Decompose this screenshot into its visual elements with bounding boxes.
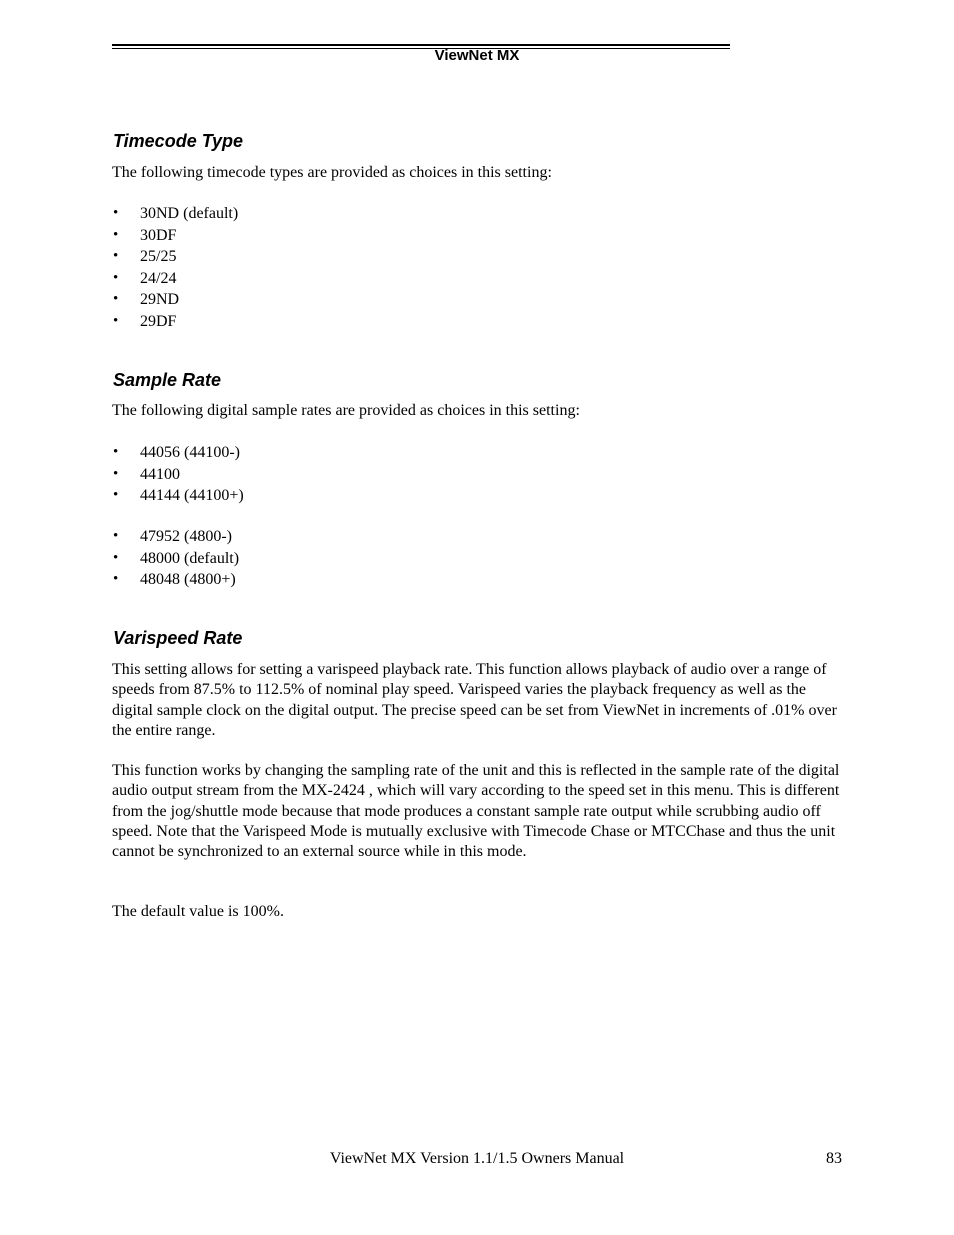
list-item: • 48048 (4800+) — [112, 569, 239, 591]
heading-sample-rate: Sample Rate — [113, 370, 222, 390]
list-item: • 44056 (44100-) — [112, 442, 244, 464]
sample-rate-intro: The following digital sample rates are provided as choices in this setting: — [112, 402, 580, 419]
list-item: • 44144 (44100+) — [112, 485, 244, 507]
list-item: • 48000 (default) — [112, 548, 239, 570]
timecode-type-list — [112, 203, 238, 332]
header-rule — [112, 44, 730, 46]
sample-rate-list-48k — [112, 526, 239, 591]
list-item: • 29ND — [112, 289, 238, 311]
sample-rate-list-44k — [112, 442, 244, 507]
list-item: • 25/25 — [112, 246, 238, 268]
list-item: • 29DF — [112, 311, 238, 333]
varispeed-default-note: The default value is 100%. — [112, 903, 284, 920]
page-number: 83 — [826, 1150, 842, 1167]
list-item: • 30DF — [112, 225, 238, 247]
heading-timecode-type: Timecode Type — [113, 131, 244, 151]
list-item: • 30ND (default) — [112, 203, 238, 225]
list-item: • 47952 (4800-) — [112, 526, 239, 548]
list-item: • 44100 — [112, 464, 244, 486]
timecode-intro: The following timecode types are provided as choices in this setting: — [112, 164, 552, 181]
footer-manual-title: ViewNet MX Version 1.1/1.5 Owners Manual — [329, 1150, 625, 1167]
heading-varispeed-rate: Varispeed Rate — [113, 628, 243, 648]
varispeed-paragraph-2: This function works by changing the sampling rate of the unit and this is reflected in the sample rate of the digital audio output stream from the MX-2424 , which will vary according to the speed set in this menu. This is different from the jog/shuttle mode because that mode produces a constant sample rate output while scrubbing audio off speed. Note that the Varispeed Mode is mutually exclusive with Timecode Chase or MTCChase and thus the unit cannot be synchronized to an external source while in this mode. — [112, 762, 840, 861]
running-header: ViewNet MX — [434, 47, 520, 64]
list-item: • 24/24 — [112, 268, 238, 290]
varispeed-paragraph-1: This setting allows for setting a varispeed playback rate. This function allows playback of audio over a range of speeds from 87.5% to 112.5% of nominal play speed. Varispeed varies the playback frequency as well as the digital sample clock on the digital output. The precise speed can be set from ViewNet in increments of .01% over the entire range. — [112, 661, 837, 739]
